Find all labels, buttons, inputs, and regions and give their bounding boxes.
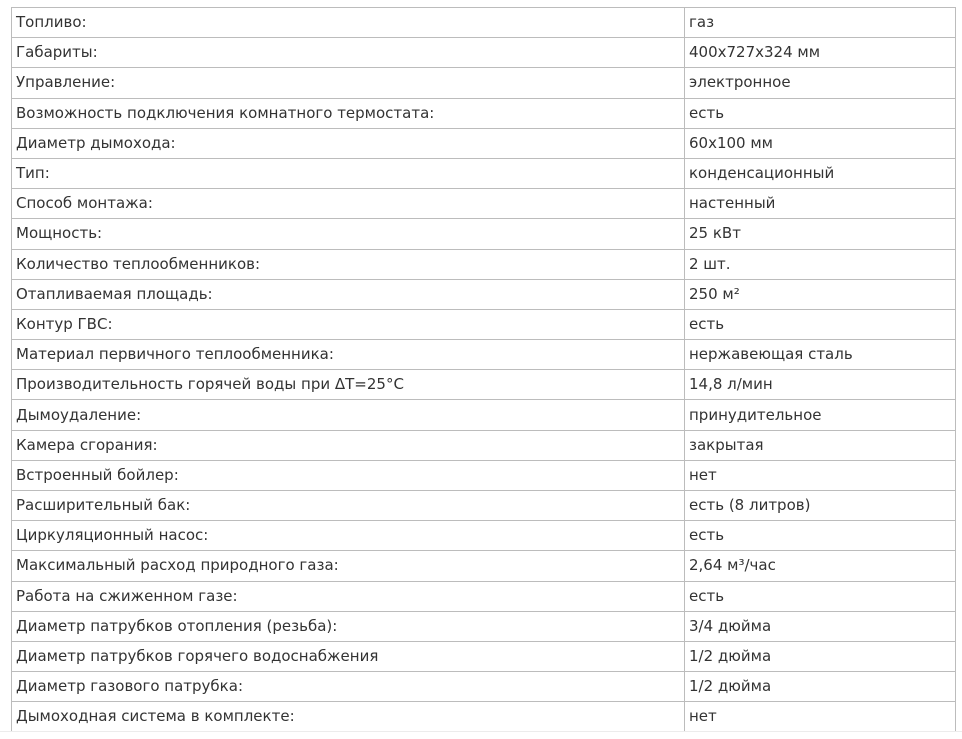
spec-name: Работа на сжиженном газе: [12, 581, 685, 611]
spec-row [12, 219, 956, 249]
spec-value: есть (8 литров) [685, 491, 956, 521]
spec-row [12, 672, 956, 702]
spec-value: электронное [685, 68, 956, 98]
spec-name: Способ монтажа: [12, 189, 685, 219]
spec-row [12, 521, 956, 551]
spec-value: газ [685, 8, 956, 38]
spec-row [12, 340, 956, 370]
spec-row [12, 309, 956, 339]
spec-value: нет [685, 460, 956, 490]
spec-value: закрытая [685, 430, 956, 460]
spec-name: Габариты: [12, 38, 685, 68]
spec-value: 25 кВт [685, 219, 956, 249]
spec-row [12, 641, 956, 671]
spec-name: Расширительный бак: [12, 491, 685, 521]
spec-name: Циркуляционный насос: [12, 521, 685, 551]
specifications-body [12, 8, 956, 733]
spec-name: Материал первичного теплообменника: [12, 340, 685, 370]
spec-value: 60x100 мм [685, 128, 956, 158]
spec-name: Тип: [12, 158, 685, 188]
spec-name: Диаметр патрубков отопления (резьба): [12, 611, 685, 641]
spec-value: 400x727x324 мм [685, 38, 956, 68]
spec-value: есть [685, 98, 956, 128]
spec-row [12, 460, 956, 490]
spec-name: Диаметр дымохода: [12, 128, 685, 158]
spec-row [12, 400, 956, 430]
spec-row [12, 68, 956, 98]
spec-name: Мощность: [12, 219, 685, 249]
spec-value: есть [685, 309, 956, 339]
spec-name: Дымоходная система в комплекте: [12, 702, 685, 732]
spec-name: Диаметр газового патрубка: [12, 672, 685, 702]
spec-name: Диаметр патрубков горячего водоснабжения [12, 641, 685, 671]
spec-value: конденсационный [685, 158, 956, 188]
spec-name: Максимальный расход природного газа: [12, 551, 685, 581]
spec-name: Встроенный бойлер: [12, 460, 685, 490]
spec-value: 1/2 дюйма [685, 641, 956, 671]
spec-value: 2 шт. [685, 249, 956, 279]
spec-row [12, 128, 956, 158]
spec-row [12, 158, 956, 188]
spec-row [12, 8, 956, 38]
spec-name: Количество теплообменников: [12, 249, 685, 279]
spec-row [12, 430, 956, 460]
spec-name: Отапливаемая площадь: [12, 279, 685, 309]
spec-row [12, 491, 956, 521]
spec-value: 14,8 л/мин [685, 370, 956, 400]
specifications-table [11, 7, 956, 733]
spec-value: 1/2 дюйма [685, 672, 956, 702]
spec-name: Возможность подключения комнатного термостата: [12, 98, 685, 128]
spec-value: принудительное [685, 400, 956, 430]
spec-name: Камера сгорания: [12, 430, 685, 460]
spec-value: нержавеющая сталь [685, 340, 956, 370]
spec-value: настенный [685, 189, 956, 219]
spec-row [12, 98, 956, 128]
spec-name: Управление: [12, 68, 685, 98]
spec-row [12, 189, 956, 219]
spec-row [12, 279, 956, 309]
spec-value: есть [685, 581, 956, 611]
spec-row [12, 702, 956, 732]
spec-value: есть [685, 521, 956, 551]
spec-value: нет [685, 702, 956, 732]
spec-name: Контур ГВС: [12, 309, 685, 339]
spec-value: 250 м² [685, 279, 956, 309]
spec-row [12, 551, 956, 581]
spec-row [12, 38, 956, 68]
spec-name: Дымоудаление: [12, 400, 685, 430]
spec-row [12, 581, 956, 611]
spec-name: Производительность горячей воды при ΔT=25°C [12, 370, 685, 400]
spec-row [12, 611, 956, 641]
spec-value: 2,64 м³/час [685, 551, 956, 581]
spec-row [12, 370, 956, 400]
spec-row [12, 249, 956, 279]
spec-value: 3/4 дюйма [685, 611, 956, 641]
spec-name: Топливо: [12, 8, 685, 38]
